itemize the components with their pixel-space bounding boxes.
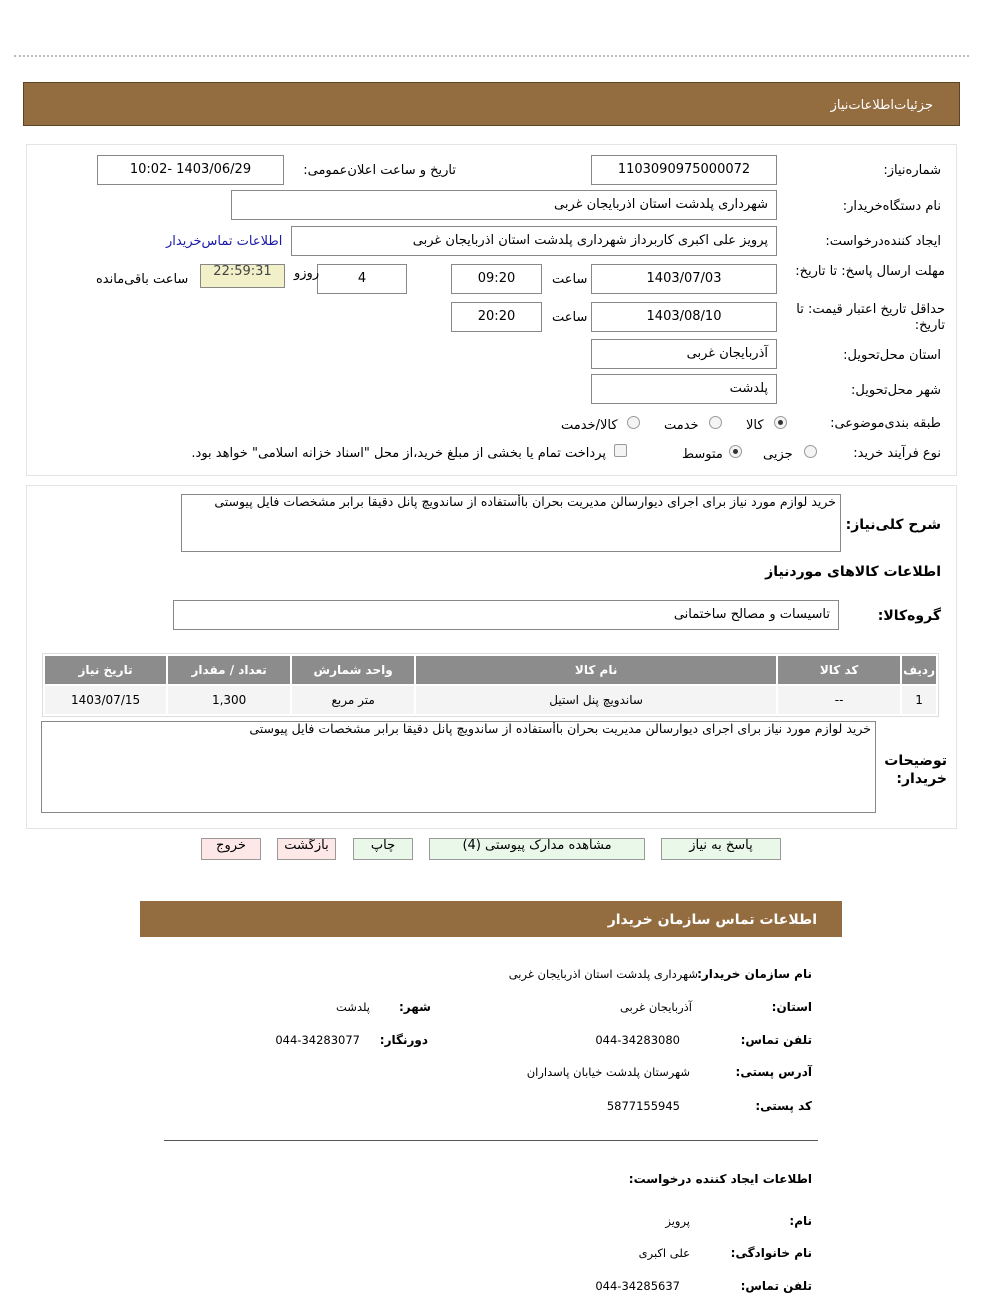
back-button[interactable]: بازگشت [277, 838, 336, 860]
delivery-province-field: آذربایجان غربی [591, 339, 777, 369]
buyer-org-field: شهرداری پلدشت استان اذربایجان غربی [231, 190, 777, 220]
goods-group-label: گروه‌کالا: [877, 608, 941, 624]
contact-org-label: نام سازمان خریدار: [697, 967, 812, 981]
exit-button[interactable]: خروج [201, 838, 261, 860]
category-goods-service-label: کالا/خدمت [561, 418, 618, 433]
description-label: شرح کلی‌نیاز: [845, 517, 941, 533]
creator-title: اطلاعات ایجاد کننده درخواست: [628, 1172, 812, 1186]
category-goods-label: کالا [746, 418, 764, 433]
col-code-header: کد کالا [778, 656, 900, 684]
price-time-label: ساعت [552, 310, 588, 325]
contact-divider [164, 1140, 818, 1141]
cell-code: -- [778, 686, 900, 714]
creator-first-name: پرویز [665, 1214, 690, 1228]
purchase-type-label: نوع فرآیند خرید: [853, 446, 941, 461]
contact-phone: 044-34283080 [595, 1033, 680, 1047]
creator-phone: 044-34285637 [595, 1279, 680, 1293]
col-unit-header: واحد شمارش [292, 656, 414, 684]
price-validity-time: 20:20 [451, 302, 542, 332]
col-qty-header: تعداد / مقدار [168, 656, 290, 684]
category-service-radio[interactable] [709, 416, 722, 429]
contact-postal: 5877155945 [606, 1099, 680, 1113]
category-goods-service-radio[interactable] [627, 416, 640, 429]
reply-deadline-label: مهلت ارسال پاسخ: تا تاریخ: [795, 264, 945, 279]
buyer-org-label: نام دستگاه‌خریدار: [842, 199, 941, 214]
contact-title: اطلاعات تماس سازمان خریدار [607, 912, 817, 928]
treasury-payment-checkbox[interactable] [614, 444, 627, 457]
delivery-city-field: پلدشت [591, 374, 777, 404]
goods-info-title: اطلاعات کالاهای مورد‌نیاز [765, 564, 941, 580]
creator-last-name: علی اکبری [638, 1246, 690, 1260]
goods-table [42, 653, 939, 717]
price-validity-date: 1403/08/10 [591, 302, 777, 332]
contact-phone-label: تلفن تماس: [740, 1033, 812, 1047]
contact-city: پلدشت [336, 1000, 370, 1014]
cell-unit: متر مربع [292, 686, 414, 714]
cell-date: 1403/07/15 [45, 686, 166, 714]
need-number-field: 1103090975000072 [591, 155, 777, 185]
col-name-header: نام کالا [416, 656, 776, 684]
contact-postal-label: کد پستی: [755, 1099, 812, 1113]
purchase-medium-radio[interactable] [729, 445, 742, 458]
remaining-label: ساعت باقی‌مانده [96, 272, 189, 287]
requester-field: پرویز علی اکبری کاربرداز شهرداری پلدشت استان اذربایجان غربی [291, 226, 777, 256]
buyer-contact-link[interactable]: اطلاعات تماس‌خریدار [166, 234, 283, 249]
description-field: خرید لوازم مورد نیاز برای اجرای دیوارسالن مدیریت بحران باأستفاده از ساندویچ پانل دقیقا برابر مشخصات فایل پیوستی [181, 494, 841, 552]
reply-deadline-date: 1403/07/03 [591, 264, 777, 294]
buyer-notes-field: خرید لوازم مورد نیاز برای اجرای دیوارسالن مدیریت بحران باأستفاده از ساندویچ پانل دقیقا برابر مشخصات فایل پیوستی [41, 721, 876, 813]
days-label: روزو [294, 266, 320, 281]
contact-org: شهرداری پلدشت استان اذربایجان غربی [508, 967, 698, 981]
need-number-label: شماره‌نیاز: [883, 163, 941, 178]
contact-address-label: آدرس پستی: [735, 1065, 812, 1079]
reply-time-label: ساعت [552, 272, 588, 287]
purchase-minor-radio[interactable] [804, 445, 817, 458]
announce-datetime-label: تاریخ و ساعت اعلان‌عمومی: [303, 163, 456, 178]
creator-last-name-label: نام خانوادگی: [730, 1246, 812, 1260]
category-label: طبقه بندی‌موضوعی: [830, 416, 941, 431]
cell-name: ساندویچ پنل استیل [416, 686, 776, 714]
announce-datetime-field: 1403/06/29 -10:02 [97, 155, 284, 185]
contact-province: آذربایجان غربی [620, 1000, 692, 1014]
creator-phone-label: تلفن تماس: [740, 1279, 812, 1293]
buyer-notes-label: توضیحات خریدار: [884, 753, 947, 787]
treasury-payment-note: پرداخت تمام یا بخشی از مبلغ خرید،از محل "اسناد خزانه اسلامی" خواهد بود. [191, 446, 606, 461]
category-goods-radio[interactable] [774, 416, 787, 429]
page-header [23, 82, 960, 126]
delivery-province-label: استان محل‌تحویل: [843, 348, 941, 363]
remaining-time: 22:59:31 [200, 264, 285, 288]
price-validity-label: حداقل تاریخ اعتبار قیمت: تا تاریخ: [796, 302, 945, 333]
col-date-header: تاریخ نیاز [45, 656, 166, 684]
page-title: جزئیات‌اطلاعات‌نیاز [830, 98, 933, 113]
goods-group-field: تاسیسات و مصالح ساختمانی [173, 600, 839, 630]
reply-deadline-time: 09:20 [451, 264, 542, 294]
print-button[interactable]: چاپ [353, 838, 413, 860]
top-divider [14, 55, 969, 57]
cell-qty: 1,300 [168, 686, 290, 714]
contact-fax: 044-34283077 [275, 1033, 360, 1047]
reply-button[interactable]: پاسخ به نیاز [661, 838, 781, 860]
contact-header [140, 901, 842, 937]
table-row [45, 686, 936, 714]
purchase-minor-label: جزیی [763, 447, 793, 462]
delivery-city-label: شهر محل‌تحویل: [851, 383, 941, 398]
contact-province-label: استان: [771, 1000, 812, 1014]
remaining-days: 4 [317, 264, 407, 294]
purchase-medium-label: متوسط [682, 447, 723, 462]
attachments-button[interactable]: مشاهده مدارک پیوستی (4) [429, 838, 645, 860]
category-service-label: خدمت [664, 418, 699, 433]
table-header-row [45, 656, 936, 684]
col-row-header: ردیف [902, 656, 936, 684]
contact-address: شهرستان پلدشت خیابان پاسداران [526, 1065, 690, 1079]
contact-city-label: شهر: [399, 1000, 431, 1014]
requester-label: ایجاد کننده‌درخواست: [825, 234, 941, 249]
cell-row: 1 [902, 686, 936, 714]
creator-first-name-label: نام: [789, 1214, 812, 1228]
contact-fax-label: دورنگار: [379, 1033, 428, 1047]
